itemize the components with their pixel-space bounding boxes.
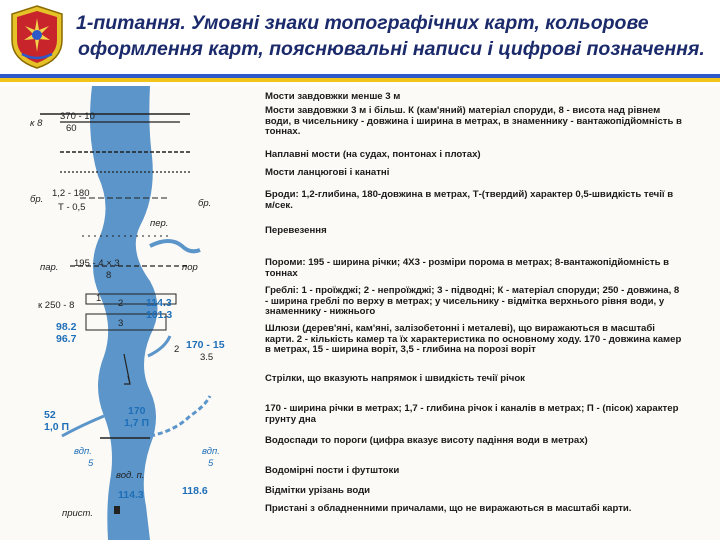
map-label: 1	[96, 293, 102, 304]
map-label: 170	[128, 405, 146, 417]
map-label: пор	[182, 262, 198, 273]
legend-item: Перевезення	[265, 225, 327, 236]
map-label: 96.7	[56, 333, 77, 345]
pier-symbol	[114, 506, 120, 514]
map-label: к 8	[30, 118, 43, 129]
legend-item: Водомірні пости і футштоки	[265, 465, 400, 476]
tributary	[148, 336, 170, 356]
legend-item: Мости завдовжки 3 м і більш. К (кам'яний) матеріал споруди, 8 - висота над рівнем води, в чисельнику - довжина і ширина в метрах, в знаменнику - вантажопідйомність в тоннах.	[265, 105, 682, 138]
map-label: 1,0 П	[44, 421, 70, 433]
map-label: 2	[174, 344, 180, 355]
map-label: 118.6	[182, 485, 208, 497]
map-label: вдп.	[74, 446, 92, 457]
legend-item: Стрілки, що вказують напрямок і швидкість течії річок	[265, 373, 525, 384]
map-label: пар.	[40, 262, 59, 273]
map-label: 101.3	[146, 309, 173, 321]
legend-item: Броди: 1,2-глибина, 180-довжина в метрах, Т-(твердий) характер 0,5-швидкість течії в м/сек.	[265, 189, 674, 211]
page-title	[76, 10, 716, 62]
river-map	[0, 86, 260, 540]
map-label: 1,7 П	[124, 417, 150, 429]
title-line-1: 1-питання. Умовні знаки топографічних карт, кольорове	[76, 12, 649, 34]
header-stripe-yellow	[0, 78, 720, 82]
map-label: 195 - 4 × 3	[74, 258, 120, 269]
legend-item: Шлюзи (дерев'яні, кам'яні, залізобетонні і металеві), що виражаються в масштабі карти. 2 - кількість камер та їх характеристика по основному ходу. 170 - довжина камер в метрах, 15 - ширина воріт, 3,5 - глибина на порозі воріт	[265, 323, 682, 356]
map-label: 3	[118, 318, 124, 329]
legend-item: Мости завдовжки менше 3 м	[265, 91, 401, 102]
legend-item: 170 - ширина річки в метрах; 1,7 - глибина річок і каналів в метрах; П - (пісок) характер грунту дна	[265, 403, 679, 425]
slide-content	[0, 86, 720, 540]
map-label: 3.5	[200, 352, 214, 363]
legend-item: Водоспади то пороги (цифра вказує висоту падіння води в метрах)	[265, 435, 588, 446]
map-label: 114.3	[146, 297, 172, 309]
map-label: вдп.	[202, 446, 220, 457]
legend-item: Мости ланцюгові і канатні	[265, 167, 390, 178]
legend-item: Пороми: 195 - ширина річки; 4Х3 - розміри порома в метрах; 8-вантажопідйомність в тоннах	[265, 257, 670, 279]
legend-item: Греблі: 1 - проїжджі; 2 - непроїжджі; 3 - підводні; К - матеріал споруди; 250 - довжина, 8 - ширина греблі по верху в метрах; у чисельнику - відмітка верхнього рівня води, у знаменнику - нижнього	[265, 285, 680, 318]
coat-of-arms-icon	[8, 4, 66, 70]
legend-item: Наплавні мости (на судах, понтонах і плотах)	[265, 149, 481, 160]
map-label: 60	[66, 123, 77, 134]
map-label: 5	[208, 458, 214, 469]
map-label: 370 - 10	[60, 111, 95, 122]
map-label: 2	[118, 298, 124, 309]
tributary	[150, 396, 210, 436]
tributary	[150, 241, 200, 251]
map-label: Т - 0,5	[58, 202, 86, 213]
map-label: 114.3	[118, 489, 144, 501]
legend-item: Пристані з обладненними причалами, що не виражаються в масштабі карти.	[265, 503, 632, 514]
map-label: 98.2	[56, 321, 77, 333]
legend-item: Відмітки урізань води	[265, 485, 371, 496]
map-label: бр.	[198, 198, 212, 209]
map-label: 5	[88, 458, 94, 469]
map-label: к 250 - 8	[38, 300, 75, 311]
map-label: 52	[44, 409, 56, 421]
map-label: 8	[106, 270, 112, 281]
map-label: прист.	[62, 508, 93, 519]
map-label: 1,2 - 180	[52, 188, 90, 199]
map-label: пер.	[150, 218, 169, 229]
title-line-2: оформлення карт, пояснювальні написи і цифрові позначення.	[78, 38, 705, 60]
map-label: бр.	[30, 194, 44, 205]
map-label: вод. п.	[116, 470, 145, 481]
slide-header	[0, 0, 720, 86]
map-label: 170 - 15	[186, 339, 225, 351]
